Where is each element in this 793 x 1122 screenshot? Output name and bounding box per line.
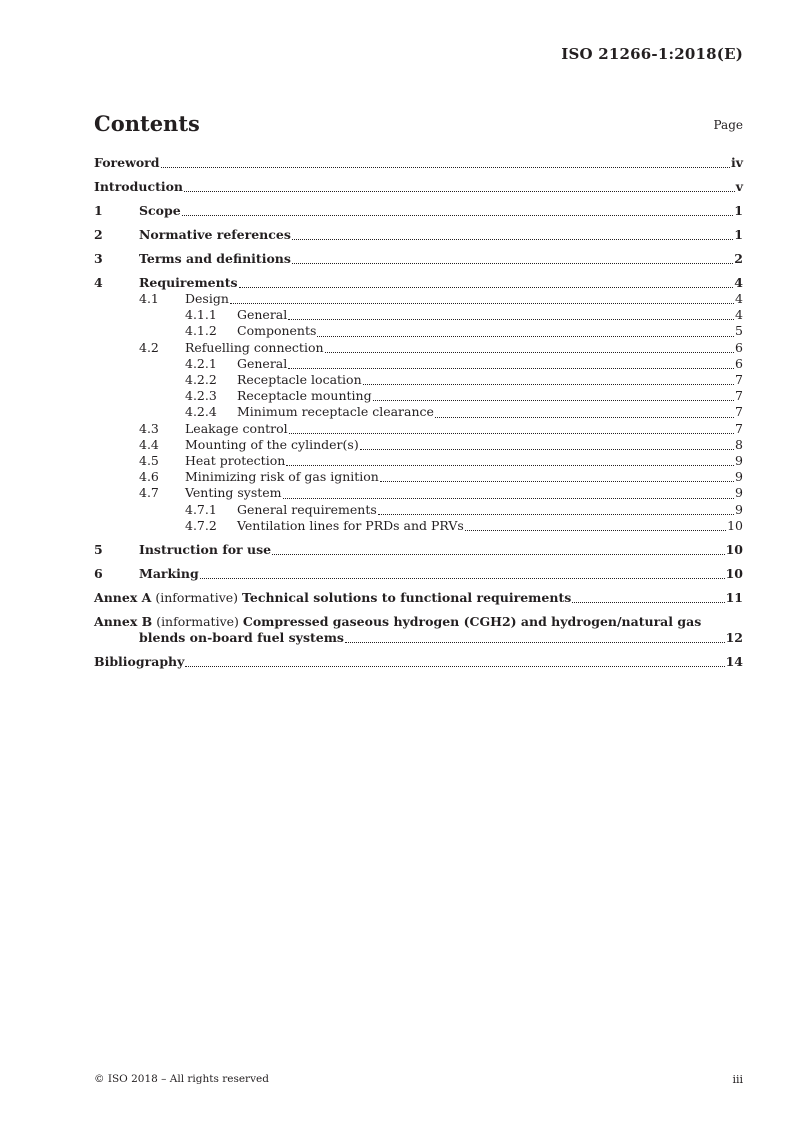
toc-entry-leakage-control[interactable] (94, 421, 743, 437)
toc-number: 1 (94, 203, 103, 218)
toc-entry-receptacle-clearance[interactable] (94, 404, 743, 420)
table-of-contents (94, 155, 743, 670)
toc-title: Normative references (139, 227, 291, 242)
toc-entry-cylinder-mounting[interactable] (94, 437, 743, 453)
toc-entry-normative-references[interactable] (94, 227, 743, 243)
dot-leader (363, 384, 734, 385)
toc-number: 5 (94, 542, 103, 558)
dot-leader (185, 666, 724, 667)
toc-page: 10 (727, 517, 743, 533)
toc-number: 4.1.2 (185, 323, 217, 339)
toc-title: Bibliography (94, 654, 185, 670)
toc-entry-design[interactable] (94, 291, 743, 307)
document-identifier: ISO 21266-1:2018(E) (561, 45, 743, 63)
annex-b-second-line (94, 630, 743, 646)
toc-entry-foreword[interactable] (94, 155, 743, 171)
toc-number: 4.7.2 (185, 517, 217, 533)
dot-leader (239, 287, 734, 288)
toc-number: 4.5 (139, 453, 159, 469)
toc-title: General (237, 307, 288, 323)
dot-leader (200, 578, 725, 579)
toc-number: 4.4 (139, 436, 159, 452)
toc-page: 6 (735, 339, 743, 355)
toc-entry-annex-a[interactable] (94, 590, 743, 606)
dot-leader (288, 319, 734, 320)
toc-number: 4.2.4 (185, 404, 217, 420)
toc-entry-design-general[interactable] (94, 307, 743, 323)
toc-page: 10 (725, 542, 743, 558)
toc-title: Refuelling connection (185, 339, 324, 355)
toc-page: 7 (735, 388, 743, 404)
toc-page: 7 (735, 404, 743, 420)
annex-title-line1: Compressed gaseous hydrogen (CGH2) and hydrogen/natural gas (242, 614, 702, 630)
dot-leader (184, 191, 735, 192)
toc-title: Components (237, 323, 317, 339)
toc-entry-scope[interactable] (94, 203, 743, 219)
toc-title: Minimizing risk of gas ignition (185, 469, 379, 485)
toc-number: 4.7 (139, 485, 159, 501)
toc-number: 4.1 (139, 291, 159, 306)
toc-title: Terms and definitions (139, 251, 291, 266)
toc-entry-refuelling-general[interactable] (94, 356, 743, 372)
toc-page: 9 (735, 453, 743, 469)
contents-heading: Contents (94, 111, 200, 136)
toc-entry-ventilation-lines[interactable] (94, 518, 743, 534)
dot-leader (292, 239, 733, 240)
dot-leader (373, 400, 734, 401)
annex-label: Annex A (94, 590, 152, 606)
toc-entry-introduction[interactable] (94, 179, 743, 195)
toc-page: 1 (734, 203, 743, 218)
toc-number: 3 (94, 251, 103, 266)
toc-number: 4.6 (139, 469, 159, 485)
toc-page: 7 (735, 372, 743, 388)
toc-entry-components[interactable] (94, 323, 743, 339)
dot-leader (317, 336, 734, 337)
toc-page: 1 (734, 227, 743, 242)
toc-title: Mounting of the cylinder(s) (185, 436, 359, 452)
toc-title: Introduction (94, 179, 184, 194)
dot-leader (380, 481, 734, 482)
toc-title: Venting system (185, 485, 282, 501)
copyright-notice: © ISO 2018 – All rights reserved (94, 1073, 269, 1085)
toc-entry-receptacle-mounting[interactable] (94, 388, 743, 404)
toc-entry-venting-system[interactable] (94, 485, 743, 501)
toc-entry-instruction-for-use[interactable] (94, 542, 743, 558)
toc-page: 4 (735, 307, 743, 323)
toc-page: 6 (735, 355, 743, 371)
toc-number: 4.2.1 (185, 355, 217, 371)
toc-title: Instruction for use (139, 542, 272, 558)
toc-title: Requirements (139, 275, 238, 290)
toc-entry-refuelling-connection[interactable] (94, 340, 743, 356)
toc-number: 4.2.2 (185, 372, 217, 388)
toc-title: Receptacle mounting (237, 388, 372, 404)
toc-page: 2 (734, 251, 743, 266)
dot-leader (230, 303, 734, 304)
dot-leader (345, 642, 725, 643)
annex-label: Annex B (94, 614, 153, 630)
toc-title: Receptacle location (237, 372, 362, 388)
toc-page: 12 (725, 630, 743, 646)
toc-page: v (735, 179, 743, 194)
toc-number: 4.2.3 (185, 388, 217, 404)
toc-title: Leakage control (185, 420, 288, 436)
toc-number: 6 (94, 566, 103, 582)
toc-title: General requirements (237, 501, 377, 517)
toc-entry-terms-definitions[interactable] (94, 251, 743, 267)
toc-page: 4 (735, 291, 743, 306)
dot-leader (325, 352, 735, 353)
toc-entry-annex-b[interactable] (94, 614, 743, 646)
toc-title: Design (185, 291, 229, 306)
toc-number: 4.2 (139, 339, 159, 355)
dot-leader (288, 368, 734, 369)
toc-entry-heat-protection[interactable] (94, 453, 743, 469)
toc-number: 4 (94, 275, 103, 290)
dot-leader (465, 530, 726, 531)
toc-page: 4 (734, 275, 743, 290)
toc-page: iv (730, 155, 743, 170)
annex-type: (informative) (155, 590, 239, 606)
dot-leader (182, 215, 734, 216)
toc-title: Minimum receptacle clearance (237, 404, 434, 420)
toc-title: Marking (139, 566, 199, 582)
dot-leader (161, 167, 730, 168)
dot-leader (292, 263, 733, 264)
toc-title: Foreword (94, 155, 160, 170)
toc-page: 10 (725, 566, 743, 582)
annex-b-first-line (94, 614, 743, 630)
dot-leader (289, 433, 734, 434)
toc-title: Ventilation lines for PRDs and PRVs (237, 517, 464, 533)
toc-title: Heat protection (185, 453, 286, 469)
annex-title: Technical solutions to functional requirements (242, 590, 572, 606)
toc-title: Scope (139, 203, 181, 218)
toc-page: 8 (735, 436, 743, 452)
toc-entry-marking[interactable] (94, 566, 743, 582)
dot-leader (286, 465, 734, 466)
dot-leader (378, 514, 734, 515)
toc-number: 4.7.1 (185, 501, 217, 517)
dot-leader (360, 449, 734, 450)
page-column-label: Page (713, 118, 743, 132)
toc-entry-venting-general[interactable] (94, 502, 743, 518)
toc-number: 2 (94, 227, 103, 242)
annex-type: (informative) (156, 614, 239, 630)
dot-leader (572, 602, 724, 603)
toc-page: 7 (735, 420, 743, 436)
toc-page: 5 (735, 323, 743, 339)
dot-leader (435, 417, 734, 418)
toc-page: 9 (735, 485, 743, 501)
dot-leader (283, 498, 735, 499)
toc-entry-bibliography[interactable] (94, 654, 743, 670)
page-number: iii (732, 1073, 743, 1086)
toc-number: 4.3 (139, 420, 159, 436)
toc-page: 9 (735, 501, 743, 517)
dot-leader (272, 554, 725, 555)
toc-title: General (237, 355, 288, 371)
toc-number: 4.1.1 (185, 307, 217, 323)
toc-entry-gas-ignition[interactable] (94, 469, 743, 485)
toc-entry-requirements[interactable] (94, 275, 743, 291)
toc-page: 11 (725, 590, 743, 606)
toc-page: 14 (725, 654, 743, 670)
toc-page: 9 (735, 469, 743, 485)
toc-entry-receptacle-location[interactable] (94, 372, 743, 388)
annex-title-line2: blends on-board fuel systems (139, 630, 344, 646)
